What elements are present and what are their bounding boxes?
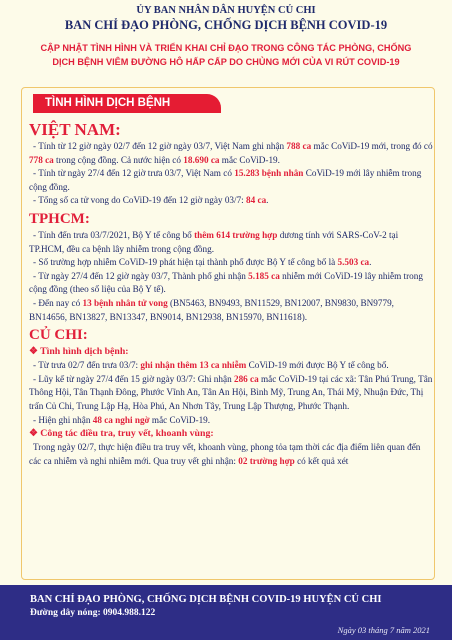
cuchi-paragraph-4 [29,441,433,468]
text: mắc CoViD-19 mới, trong đó có [311,141,433,151]
hcm-paragraph-3 [29,270,433,297]
text: Tình hình dịch bệnh: [37,346,129,358]
highlight: 788 ca [286,141,312,151]
highlight: 778 ca [29,154,54,165]
government-name: ỦY BAN NHÂN DÂN HUYỆN CỦ CHI [136,5,316,16]
text: nhiễm mới CoViD-19 lây nhiễm trong cộng đồng (theo số liệu của Bộ Y tế). [29,270,423,295]
text: CoViD-19 mới lây nhiễm trong cộng đồng. [29,168,422,192]
text: (BN5463, BN9493, BN11529, BN12007, BN9830, BN9779, BN14656, BN13827, BN13347, BN9014, BN12938, BN15970, BN11618). [29,297,394,322]
vietnam-paragraph-3 [29,194,433,208]
text: Trong ngày 02/7, thực hiện điều tra truy vết, khoanh vùng, phong tỏa tạm thời các địa điểm liên quan đến các ca nhiễm và nghi nhiễm mới. Qua truy vết ghi nhận: [29,442,421,466]
cuchi-paragraph-3 [29,414,433,428]
issue-date: Ngày 03 tháng 7 năm 2021 [337,625,430,635]
committee-name: BAN CHỈ ĐẠO PHÒNG, CHỐNG DỊCH BỆNH COVID-19 [64,18,388,32]
cuchi-heading: CỦ CHI: [29,327,88,344]
bulletin-body [0,82,452,585]
bulletin-header [0,0,452,82]
text: . [369,257,372,268]
cuchi-subheading-situation [29,345,433,359]
highlight: 5.503 ca [337,257,370,268]
text: - Từ ngày 27/4 đến 12 giờ ngày 03/7, Thành phố ghi nhận [33,270,249,281]
text: mắc CoViD-19. [219,154,280,165]
vietnam-heading: VIỆT NAM: [29,120,121,139]
cuchi-subheading-investigation [29,427,433,441]
hcm-paragraph-2 [29,256,433,270]
text: Công tác điều tra, truy vết, khoanh vùng: [37,428,214,440]
hcm-heading: TPHCM: [29,210,90,227]
hcm-paragraph-4 [29,297,433,324]
highlight: 5.185 ca [248,270,280,281]
text: - Tính từ 12 giờ ngày 02/7 đến 12 giờ ngày 03/7, Việt Nam ghi nhận [33,141,287,151]
cuchi-paragraph-2 [29,373,433,414]
text: - Hiện ghi nhận [33,414,93,425]
highlight: 02 trường hợp [238,455,295,466]
text: CoViD-19 mới được Bộ Y tế công bố. [246,360,389,371]
bulletin-headline [14,41,438,69]
text: - Từ trưa 02/7 đến trưa 03/7: [33,360,141,371]
highlight: 84 ca [246,195,267,206]
highlight: 13 bệnh nhân tử vong [82,297,168,308]
text: - Lũy kế từ ngày 27/4 đến 15 giờ ngày 03/7: Ghi nhận [33,373,234,384]
highlight: 15.283 bệnh nhân [234,168,304,179]
vietnam-paragraph-1 [29,140,433,167]
highlight: 18.690 ca [183,154,220,165]
cuchi-paragraph-1 [29,359,433,373]
highlight: 286 ca [233,373,259,384]
text: có kết quả xét [294,455,349,466]
text: trong cộng đồng. Cả nước hiện có [53,154,184,165]
highlight: thêm 614 trường hợp [194,229,278,240]
diamond-bullet-icon: ❖ [29,428,38,440]
text: . [266,195,269,206]
headline-line-1: CẬP NHẬT TÌNH HÌNH VÀ TRIỂN KHAI CHỈ ĐẠO TRONG CÔNG TÁC PHÒNG, CHỐNG [40,43,412,53]
text: mắc CoViD-19. [149,414,211,425]
text: - Tính đến trưa 03/7/2021, Bộ Y tế công bố [33,229,195,240]
highlight: 48 ca nghi ngờ [92,414,150,425]
section-tab: TÌNH HÌNH DỊCH BỆNH [33,94,221,113]
highlight: ghi nhận thêm 13 ca nhiễm [140,360,247,371]
text: - Tổng số ca tử vong do CoViD-19 đến 12 giờ ngày 03/7: [33,195,247,206]
hotline: Đường dây nóng: 0904.988.122 [30,608,156,618]
text: - Số trường hợp nhiễm CoViD-19 phát hiện tại thành phố được Bộ Y tế công bố là [33,257,338,268]
headline-line-2: DỊCH BỆNH VIÊM ĐƯỜNG HÔ HẤP CẤP DO CHỦNG MỚI CỦA VI RÚT COVID-19 [52,57,400,67]
bulletin-footer [0,585,452,640]
text: dương tính với SARS-CoV-2 tại TP.HCM, đều ca bệnh lây nhiễm trong cộng đồng. [29,229,399,254]
footer-title: BAN CHỈ ĐẠO PHÒNG, CHỐNG DỊCH BỆNH COVID-19 HUYỆN CỦ CHI [30,594,382,605]
hcm-paragraph-1 [29,229,433,256]
diamond-bullet-icon: ❖ [29,346,38,358]
bulletin-content [29,120,433,468]
text: mắc CoViD-19 tại các xã: Tân Phú Trung, Tân Thông Hội, Tân Thạnh Đông, Phước Vĩnh An, Tân An Hội, Bình Mỹ, Trung An, Thái Mỹ, Nhuận Đức, Thị trấn Củ Chi, Trung Lập Hạ, Hòa Phú, An Nhơn Tây, Trung Lập Thượng, Phước Thạnh. [29,373,433,411]
vietnam-paragraph-2 [29,167,433,194]
text: - Tính từ ngày 27/4 đến 12 giờ trưa 03/7, Việt Nam có [33,168,235,179]
text: - Đến nay có [33,297,83,308]
